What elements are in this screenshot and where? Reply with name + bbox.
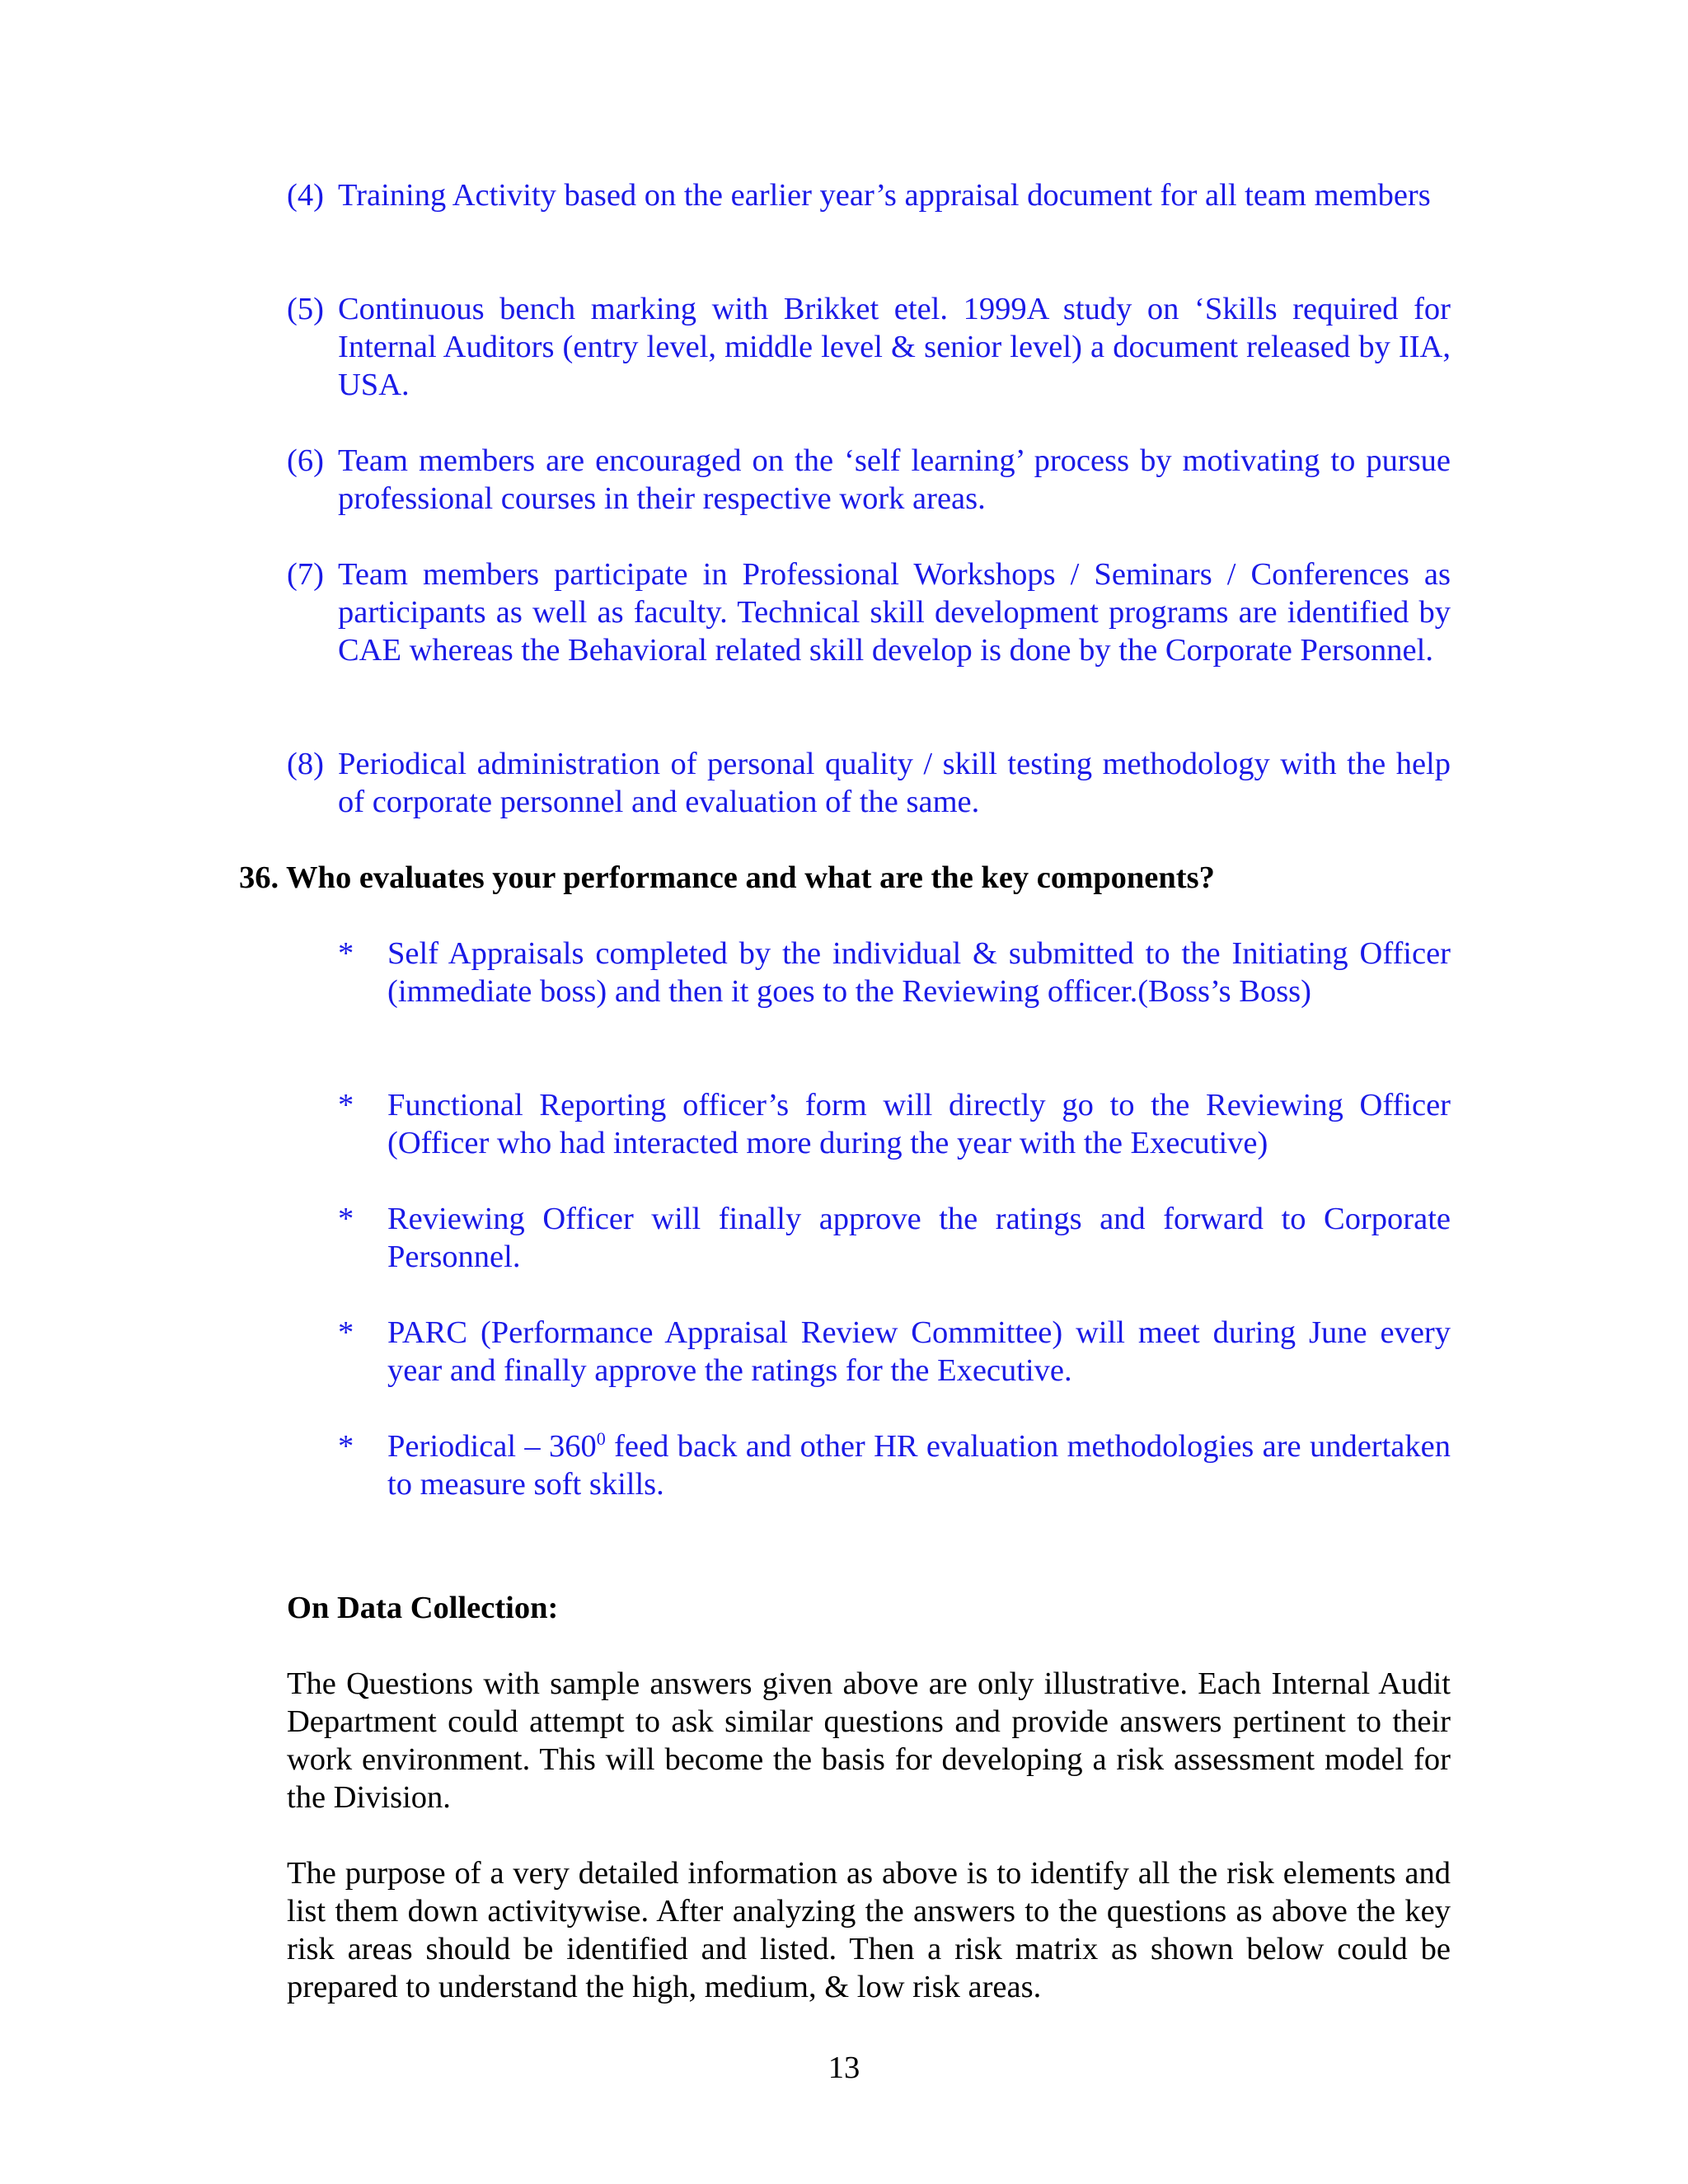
bullet-item-1: [338, 935, 1451, 1010]
item-number: (6): [287, 443, 324, 478]
question-36-heading: 36. Who evaluates your performance and what are the key components?: [239, 860, 1215, 895]
superscript: 0: [596, 1428, 606, 1449]
paragraph-2: The purpose of a very detailed information as above is to identify all the risk elements and list them down activitywise. After analyzing the answers to the questions as above the key risk areas should be identified and listed. Then a risk matrix as shown below could be prepared to understand the high, medium, & low risk areas.: [287, 1856, 1451, 2004]
item-text: Training Activity based on the earlier year’s appraisal document for all team members: [338, 178, 1431, 213]
section-heading: On Data Collection:: [287, 1591, 559, 1625]
paragraph-1: The Questions with sample answers given above are only illustrative. Each Internal Audit Department could attempt to ask similar questions and provide answers pertinent to their work environment. This will become the basis for developing a risk assessment model for the Division.: [287, 1666, 1451, 1815]
bullet-item-5: [338, 1427, 1451, 1503]
list-item-4: [287, 176, 1451, 214]
bullet-star: *: [338, 936, 354, 971]
bullet-text-end: feed back and other HR evaluation methodologies are undertaken to measure soft skills.: [387, 1429, 1451, 1502]
bullet-star: *: [338, 1088, 354, 1122]
list-item-6: [287, 442, 1451, 518]
bullet-text: Functional Reporting officer’s form will directly go to the Reviewing Officer (Officer who had interacted more during the year with the Executive): [387, 1088, 1451, 1160]
bullet-item-3: [338, 1200, 1451, 1276]
bullet-star: *: [338, 1202, 354, 1236]
item-text: Team members are encouraged on the ‘self learning’ process by motivating to pursue professional courses in their respective work areas.: [338, 443, 1451, 516]
bullet-text-start: Periodical – 360: [387, 1429, 597, 1464]
bullet-star: *: [338, 1429, 354, 1464]
item-text: Team members participate in Professional Workshops / Seminars / Conferences as participants as well as faculty. Technical skill development programs are identified by CAE whereas the Behavioral related skill develop is done by the Corporate Personnel.: [338, 557, 1451, 668]
bullet-text: [387, 1427, 1451, 1503]
item-number: (4): [287, 178, 324, 213]
list-item-5: [287, 290, 1451, 404]
bullet-item-2: [338, 1086, 1451, 1162]
item-number: (5): [287, 292, 324, 326]
bullet-item-4: [338, 1314, 1451, 1390]
list-item-8: [287, 745, 1451, 821]
item-text: Periodical administration of personal quality / skill testing methodology with the help of corporate personnel and evaluation of the same.: [338, 747, 1451, 819]
bullet-star: *: [338, 1315, 354, 1350]
item-number: (7): [287, 557, 324, 592]
item-number: (8): [287, 747, 324, 781]
list-item-7: [287, 555, 1451, 669]
bullet-text: Reviewing Officer will finally approve the ratings and forward to Corporate Personnel.: [387, 1202, 1451, 1274]
bullet-text: Self Appraisals completed by the individual & submitted to the Initiating Officer (immediate boss) and then it goes to the Reviewing officer.(Boss’s Boss): [387, 936, 1451, 1009]
bullet-text: PARC (Performance Appraisal Review Committee) will meet during June every year and finally approve the ratings for the Executive.: [387, 1315, 1451, 1388]
item-text: Continuous bench marking with Brikket etel. 1999A study on ‘Skills required for Internal Auditors (entry level, middle level & senior level) a document released by IIA, USA.: [338, 292, 1451, 402]
page-number: 13: [828, 2050, 860, 2085]
